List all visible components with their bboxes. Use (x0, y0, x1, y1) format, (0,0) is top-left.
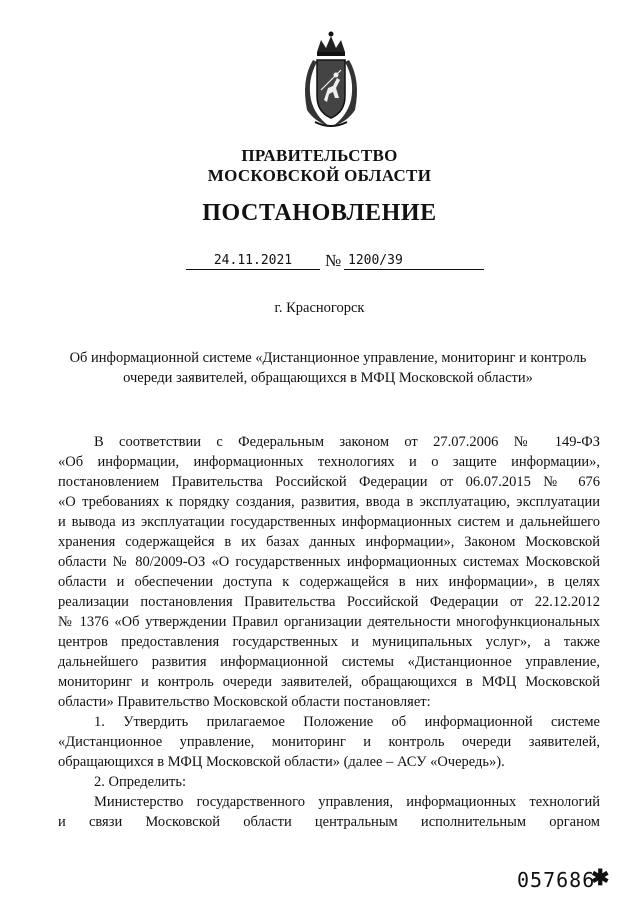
coat-of-arms-emblem (295, 30, 367, 130)
body-line: области и обеспечении доступа к содержащейся в них информации», в целях (58, 574, 600, 590)
body-line: центров предоставления государственных и муниципальных услуг», а также (58, 634, 600, 650)
body-line: обращающихся в МФЦ Московской области» (далее – АСУ «Очередь»). (58, 754, 505, 770)
body-line: Министерство государственного управления, информационных технологий (94, 794, 600, 810)
subject-line: Об информационной системе «Дистанционное управление, мониторинг и контроль (69, 350, 587, 366)
document-subject (58, 348, 598, 388)
body-line: 1. Утвердить прилагаемое Положение об информационной системе (94, 714, 600, 730)
body-line: постановлением Правительства Российской Федерации от 06.07.2015 № 676 (58, 474, 600, 490)
body-line: области» Правительство Московской области постановляет: (58, 694, 431, 710)
asterisk-mark-icon: ✱ (591, 865, 610, 890)
region-title: МОСКОВСКОЙ ОБЛАСТИ (207, 166, 432, 185)
body-line: «О требованиях к порядку создания, развития, ввода в эксплуатацию, эксплуатации (58, 494, 600, 510)
body-line: «Об информации, информационных технологиях и о защите информации», (58, 454, 600, 470)
document-city: г. Красногорск (274, 300, 365, 316)
body-line: 2. Определить: (94, 774, 187, 790)
body-line: и связи Московской области центральным исполнительным органом (58, 814, 600, 830)
body-line: В соответствии с Федеральным законом от 27.07.2006 № 149-ФЗ (94, 434, 600, 450)
body-line: «Дистанционное управление, мониторинг и контроль очереди заявителей, (58, 734, 600, 750)
document-body (58, 432, 600, 832)
body-line: реализации постановления Правительства Российской Федерации от 22.12.2012 (58, 594, 600, 610)
body-line: хранения содержащейся в их базах данных информации», Законом Московской (58, 534, 600, 550)
body-line: области № 80/2009-ОЗ «О государственных информационных системах Московской (58, 554, 600, 570)
body-line: мониторинг и контроль очереди заявителей, обращающихся в МФЦ Московской (58, 674, 600, 690)
serial-number: 057686 (517, 868, 596, 892)
government-title: ПРАВИТЕЛЬСТВО (241, 146, 398, 165)
body-line: дальнейшего развития информационной системы «Дистанционное управление, (58, 654, 600, 670)
document-type-title: ПОСТАНОВЛЕНИЕ (202, 200, 437, 226)
document-date: 24.11.2021 (186, 253, 320, 270)
subject-line: очереди заявителей, обращающихся в МФЦ Московской области» (123, 370, 533, 386)
body-line: № 1376 «Об утверждении Правил организации деятельности многофункциональных (58, 614, 600, 630)
number-sign: № (325, 251, 342, 270)
document-number: 1200/39 (344, 253, 484, 270)
body-line: и вывода из эксплуатации государственных информационных систем и дальнейшего (58, 514, 600, 530)
